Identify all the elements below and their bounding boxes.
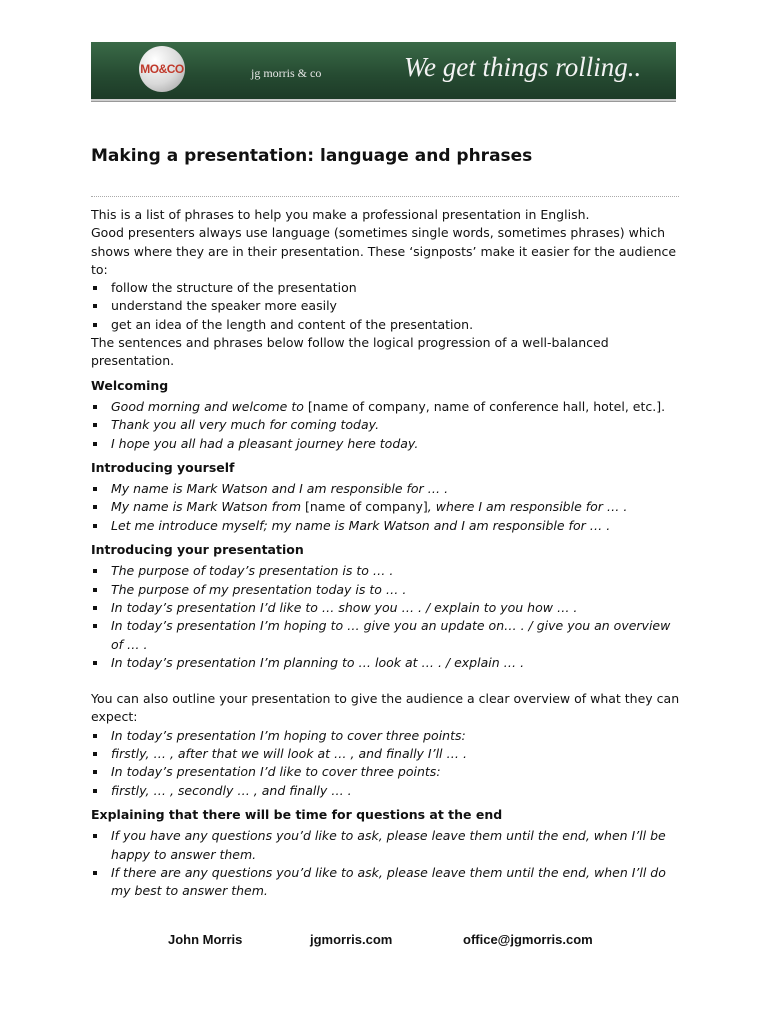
list-item: In today’s presentation I’m hoping to … give you an update on… . / give you an overview of … . bbox=[91, 617, 683, 654]
dotted-divider bbox=[91, 196, 679, 197]
questions-list bbox=[91, 827, 683, 900]
footer-name: John Morris bbox=[168, 932, 243, 947]
page-title: Making a presentation: language and phrases bbox=[91, 146, 533, 166]
section-heading-introducing-presentation: Introducing your presentation bbox=[91, 542, 304, 558]
intro-bullet-list bbox=[91, 279, 683, 334]
header-banner bbox=[91, 42, 676, 101]
list-item: get an idea of the length and content of the presentation. bbox=[91, 316, 683, 334]
footer-website: jgmorris.com bbox=[310, 932, 393, 947]
list-item: My name is Mark Watson from [name of company], where I am responsible for … . bbox=[91, 498, 683, 516]
list-item: I hope you all had a pleasant journey here today. bbox=[91, 435, 683, 453]
list-item: follow the structure of the presentation bbox=[91, 279, 683, 297]
section-heading-introducing-yourself: Introducing yourself bbox=[91, 459, 235, 475]
company-name: jg morris & co bbox=[251, 66, 322, 80]
list-item: understand the speaker more easily bbox=[91, 297, 683, 315]
list-item: In today’s presentation I’d like to … show you … . / explain to you how … . bbox=[91, 599, 683, 617]
list-item: In today’s presentation I’d like to cover three points: bbox=[91, 763, 683, 781]
outline-list bbox=[91, 727, 683, 800]
list-item: If there are any questions you’d like to ask, please leave them until the end, when I’ll do my best to answer them. bbox=[91, 864, 683, 901]
introducing-yourself-list bbox=[91, 480, 683, 535]
intro-line-1: This is a list of phrases to help you make a professional presentation in English. bbox=[91, 207, 590, 222]
section-heading-welcoming: Welcoming bbox=[91, 377, 169, 393]
tagline: We get things rolling.. bbox=[404, 52, 642, 82]
list-item: In today’s presentation I’m hoping to cover three points: bbox=[91, 727, 683, 745]
intro-line-3: The sentences and phrases below follow the logical progression of a well-balanced presentation. bbox=[91, 335, 609, 369]
footer-email: office@jgmorris.com bbox=[463, 932, 593, 947]
list-item: My name is Mark Watson and I am responsible for … . bbox=[91, 480, 683, 498]
list-item: In today’s presentation I’m planning to … look at … . / explain … . bbox=[91, 654, 683, 672]
list-item: Thank you all very much for coming today. bbox=[91, 416, 683, 434]
list-item: If you have any questions you’d like to ask, please leave them until the end, when I’ll be happy to answer them. bbox=[91, 827, 683, 864]
introducing-presentation-list bbox=[91, 562, 683, 672]
outline-text: You can also outline your presentation to give the audience a clear overview of what they can expect: bbox=[91, 691, 680, 725]
list-item: firstly, … , secondly … , and finally … . bbox=[91, 782, 683, 800]
list-item: The purpose of my presentation today is to … . bbox=[91, 581, 683, 599]
company-logo bbox=[139, 46, 185, 92]
welcoming-list bbox=[91, 398, 683, 453]
list-item: firstly, … , after that we will look at … , and finally I’ll … . bbox=[91, 745, 683, 763]
section-heading-questions: Explaining that there will be time for questions at the end bbox=[91, 806, 503, 822]
logo-text: MO&CO bbox=[140, 62, 184, 76]
list-item: The purpose of today’s presentation is to … . bbox=[91, 562, 683, 580]
intro-line-2: Good presenters always use language (sometimes single words, sometimes phrases) which shows where they are in their presentation. These ‘signposts’ make it easier for the audience to: bbox=[91, 225, 677, 277]
list-item: Good morning and welcome to [name of company, name of conference hall, hotel, etc.]. bbox=[91, 398, 683, 416]
document-body bbox=[91, 206, 683, 900]
list-item: Let me introduce myself; my name is Mark Watson and I am responsible for … . bbox=[91, 517, 683, 535]
